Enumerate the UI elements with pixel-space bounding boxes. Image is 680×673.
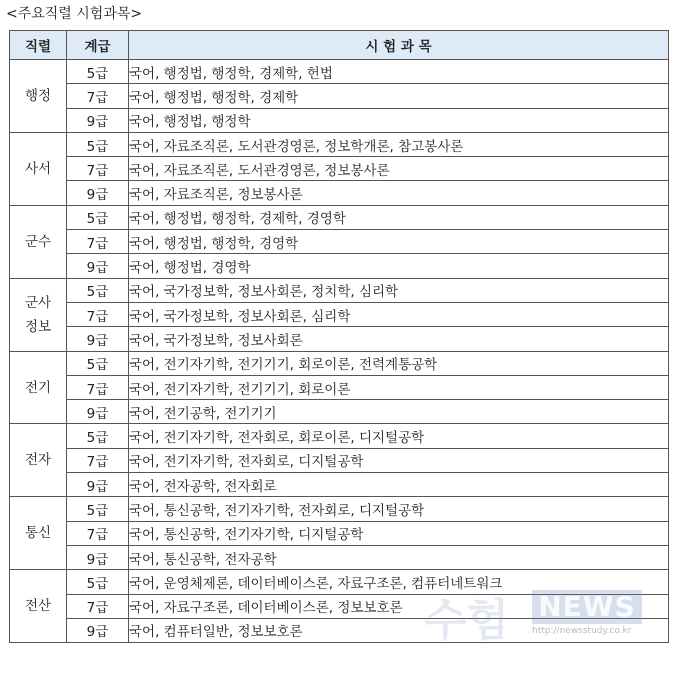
subjects-cell: 국어, 국가정보학, 정보사회론, 심리학 (129, 302, 669, 326)
grade-cell: 9급 (67, 327, 129, 351)
header-subjects: 시 험 과 목 (129, 31, 669, 60)
grade-cell: 5급 (67, 424, 129, 448)
table-caption: <주요직렬 시험과목> (6, 6, 143, 22)
table-row (10, 497, 669, 521)
table-row (10, 424, 669, 448)
subjects-cell: 국어, 전기자기학, 전자회로, 회로이론, 디지털공학 (129, 424, 669, 448)
job-category-label: 군수 (24, 233, 52, 250)
table-row (10, 302, 669, 326)
grade-cell: 7급 (67, 521, 129, 545)
job-category-cell (10, 60, 67, 133)
grade-cell: 9급 (67, 108, 129, 132)
table-row (10, 84, 669, 108)
table-row (10, 521, 669, 545)
subjects-cell: 국어, 행정법, 행정학 (129, 108, 669, 132)
table-row (10, 181, 669, 205)
job-category-label: 사서 (24, 160, 52, 177)
subjects-cell: 국어, 자료조직론, 도서관경영론, 정보봉사론 (129, 157, 669, 181)
subjects-cell: 국어, 행정법, 행정학, 경제학, 경영학 (129, 205, 669, 229)
job-category-cell (10, 351, 67, 424)
subjects-cell: 국어, 전기공학, 전기기기 (129, 400, 669, 424)
table-row (10, 618, 669, 642)
header-grade: 계급 (67, 31, 129, 60)
grade-cell: 7급 (67, 157, 129, 181)
grade-cell: 5급 (67, 351, 129, 375)
job-category-label: 정보 (24, 318, 52, 335)
table-row (10, 570, 669, 594)
subjects-cell: 국어, 행정법, 행정학, 경제학 (129, 84, 669, 108)
subjects-cell: 국어, 운영체제론, 데이터베이스론, 자료구조론, 컴퓨터네트워크 (129, 570, 669, 594)
subjects-cell: 국어, 행정법, 행정학, 경영학 (129, 230, 669, 254)
job-category-label: 전자 (24, 452, 52, 469)
subjects-cell: 국어, 통신공학, 전기자기학, 전자회로, 디지털공학 (129, 497, 669, 521)
grade-cell: 9급 (67, 473, 129, 497)
job-category-label: 전산 (24, 598, 52, 615)
table-row (10, 132, 669, 156)
subjects-cell: 국어, 자료조직론, 정보봉사론 (129, 181, 669, 205)
subjects-cell: 국어, 국가정보학, 정보사회론, 정치학, 심리학 (129, 278, 669, 302)
table-header-row (10, 31, 669, 60)
job-category-cell (10, 205, 67, 278)
grade-cell: 7급 (67, 594, 129, 618)
subjects-cell: 국어, 전기자기학, 전기기기, 회로이론, 전력계통공학 (129, 351, 669, 375)
table-row (10, 351, 669, 375)
table-row (10, 205, 669, 229)
grade-cell: 7급 (67, 84, 129, 108)
table-row (10, 327, 669, 351)
header-job: 직렬 (10, 31, 67, 60)
grade-cell: 7급 (67, 448, 129, 472)
grade-cell: 9급 (67, 400, 129, 424)
grade-cell: 9급 (67, 181, 129, 205)
grade-cell: 7급 (67, 302, 129, 326)
subjects-cell: 국어, 전자공학, 전자회로 (129, 473, 669, 497)
grade-cell: 5급 (67, 497, 129, 521)
job-category-cell (10, 497, 67, 570)
subjects-cell: 국어, 자료조직론, 도서관경영론, 정보학개론, 참고봉사론 (129, 132, 669, 156)
grade-cell: 5급 (67, 278, 129, 302)
watermark-brand: NEWS (532, 590, 642, 624)
subjects-cell: 국어, 통신공학, 전기자기학, 디지털공학 (129, 521, 669, 545)
subjects-cell: 국어, 국가정보학, 정보사회론 (129, 327, 669, 351)
job-category-cell (10, 570, 67, 643)
subjects-cell: 국어, 행정법, 경영학 (129, 254, 669, 278)
subjects-cell: 국어, 컴퓨터일반, 정보보호론 (129, 618, 669, 642)
watermark-url: http://newsstudy.co.kr (532, 626, 632, 636)
grade-cell: 9급 (67, 254, 129, 278)
job-category-label: 행정 (24, 87, 52, 104)
table-row (10, 400, 669, 424)
table-row (10, 278, 669, 302)
grade-cell: 5급 (67, 132, 129, 156)
job-category-cell (10, 132, 67, 205)
table-row (10, 254, 669, 278)
table-row (10, 108, 669, 132)
job-category-cell (10, 278, 67, 351)
grade-cell: 9급 (67, 618, 129, 642)
grade-cell: 9급 (67, 545, 129, 569)
job-category-label: 통신 (24, 525, 52, 542)
table-row (10, 448, 669, 472)
table-row (10, 375, 669, 399)
table-row (10, 230, 669, 254)
job-category-label: 군사 (24, 294, 52, 311)
grade-cell: 7급 (67, 230, 129, 254)
subjects-cell: 국어, 행정법, 행정학, 경제학, 헌법 (129, 60, 669, 84)
subjects-cell: 국어, 전기자기학, 전자회로, 디지털공학 (129, 448, 669, 472)
job-category-label: 전기 (24, 379, 52, 396)
table-row (10, 545, 669, 569)
subjects-cell: 국어, 통신공학, 전자공학 (129, 545, 669, 569)
watermark-name: 수험 (424, 595, 510, 646)
grade-cell: 5급 (67, 570, 129, 594)
grade-cell: 5급 (67, 60, 129, 84)
job-category-cell (10, 424, 67, 497)
table-body (10, 60, 669, 643)
table-row (10, 594, 669, 618)
table-row (10, 157, 669, 181)
grade-cell: 5급 (67, 205, 129, 229)
table-row (10, 60, 669, 84)
subjects-cell: 국어, 자료구조론, 데이터베이스론, 정보보호론 (129, 594, 669, 618)
exam-subjects-table (9, 30, 669, 643)
grade-cell: 7급 (67, 375, 129, 399)
table-row (10, 473, 669, 497)
subjects-cell: 국어, 전기자기학, 전기기기, 회로이론 (129, 375, 669, 399)
